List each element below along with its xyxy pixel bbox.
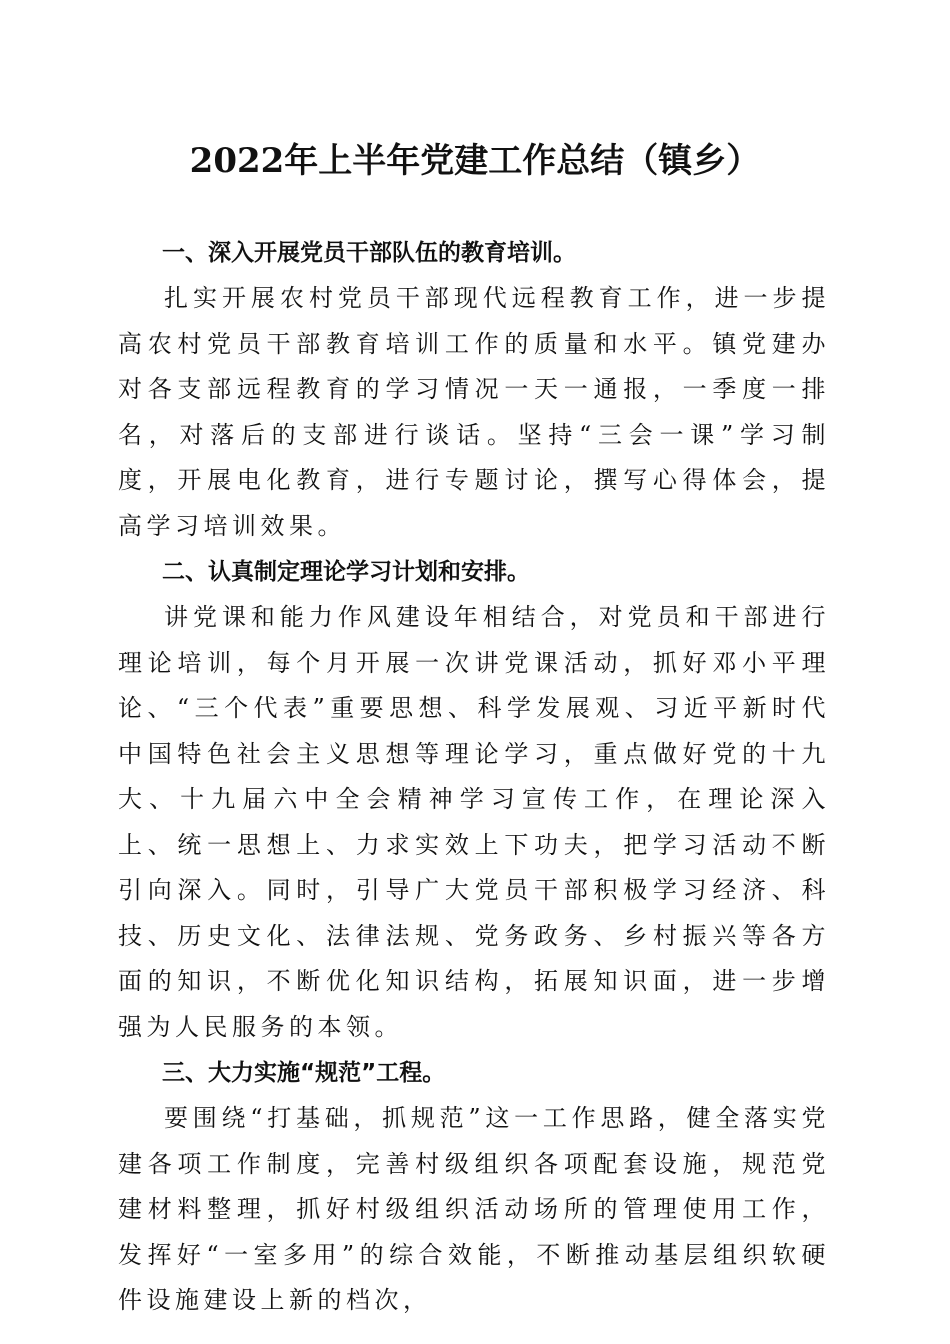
section-heading-3: 三、大力实施“规范”工程。 [162,1060,446,1086]
section-heading-1: 一、深入开展党员干部队伍的教育培训。 [162,240,576,266]
section-heading-2: 二、认真制定理论学习计划和安排。 [162,559,530,585]
section-paragraph-1: 扎实开展农村党员干部现代远程教育工作，进一步提高农村党员干部教育培训工作的质量和水平。镇党建办对各支部远程教育的学习情况一天一通报，一季度一排名，对落后的支部进行谈话。坚持“三会一课”学习制度，开展电化教育，进行专题讨论，撰写心得体会，提高学习培训效果。 [118,284,830,540]
document-title: 2022年上半年党建工作总结（镇乡） [189,141,761,181]
section-paragraph-2: 讲党课和能力作风建设年相结合，对党员和干部进行理论培训，每个月开展一次讲党课活动，抓好邓小平理论、“三个代表”重要思想、科学发展观、习近平新时代中国特色社会主义思想等理论学习，重点做好党的十九大、十九届六中全会精神学习宣传工作，在理论深入上、统一思想上、力求实效上下功夫，把学习活动不断引向深入。同时，引导广大党员干部积极学习经济、科技、历史文化、法律法规、党务政务、乡村振兴等各方面的知识，不断优化知识结构，拓展知识面，进一步增强为人民服务的本领。 [118,603,830,1041]
section-paragraph-3: 要围绕“打基础，抓规范”这一工作思路，健全落实党建各项工作制度，完善村级组织各项配套设施，规范党建材料整理，抓好村级组织活动场所的管理使用工作，发挥好“一室多用”的综合效能，不断推动基层组织软硬件设施建设上新的档次， [118,1104,830,1314]
document-body [118,230,830,1324]
